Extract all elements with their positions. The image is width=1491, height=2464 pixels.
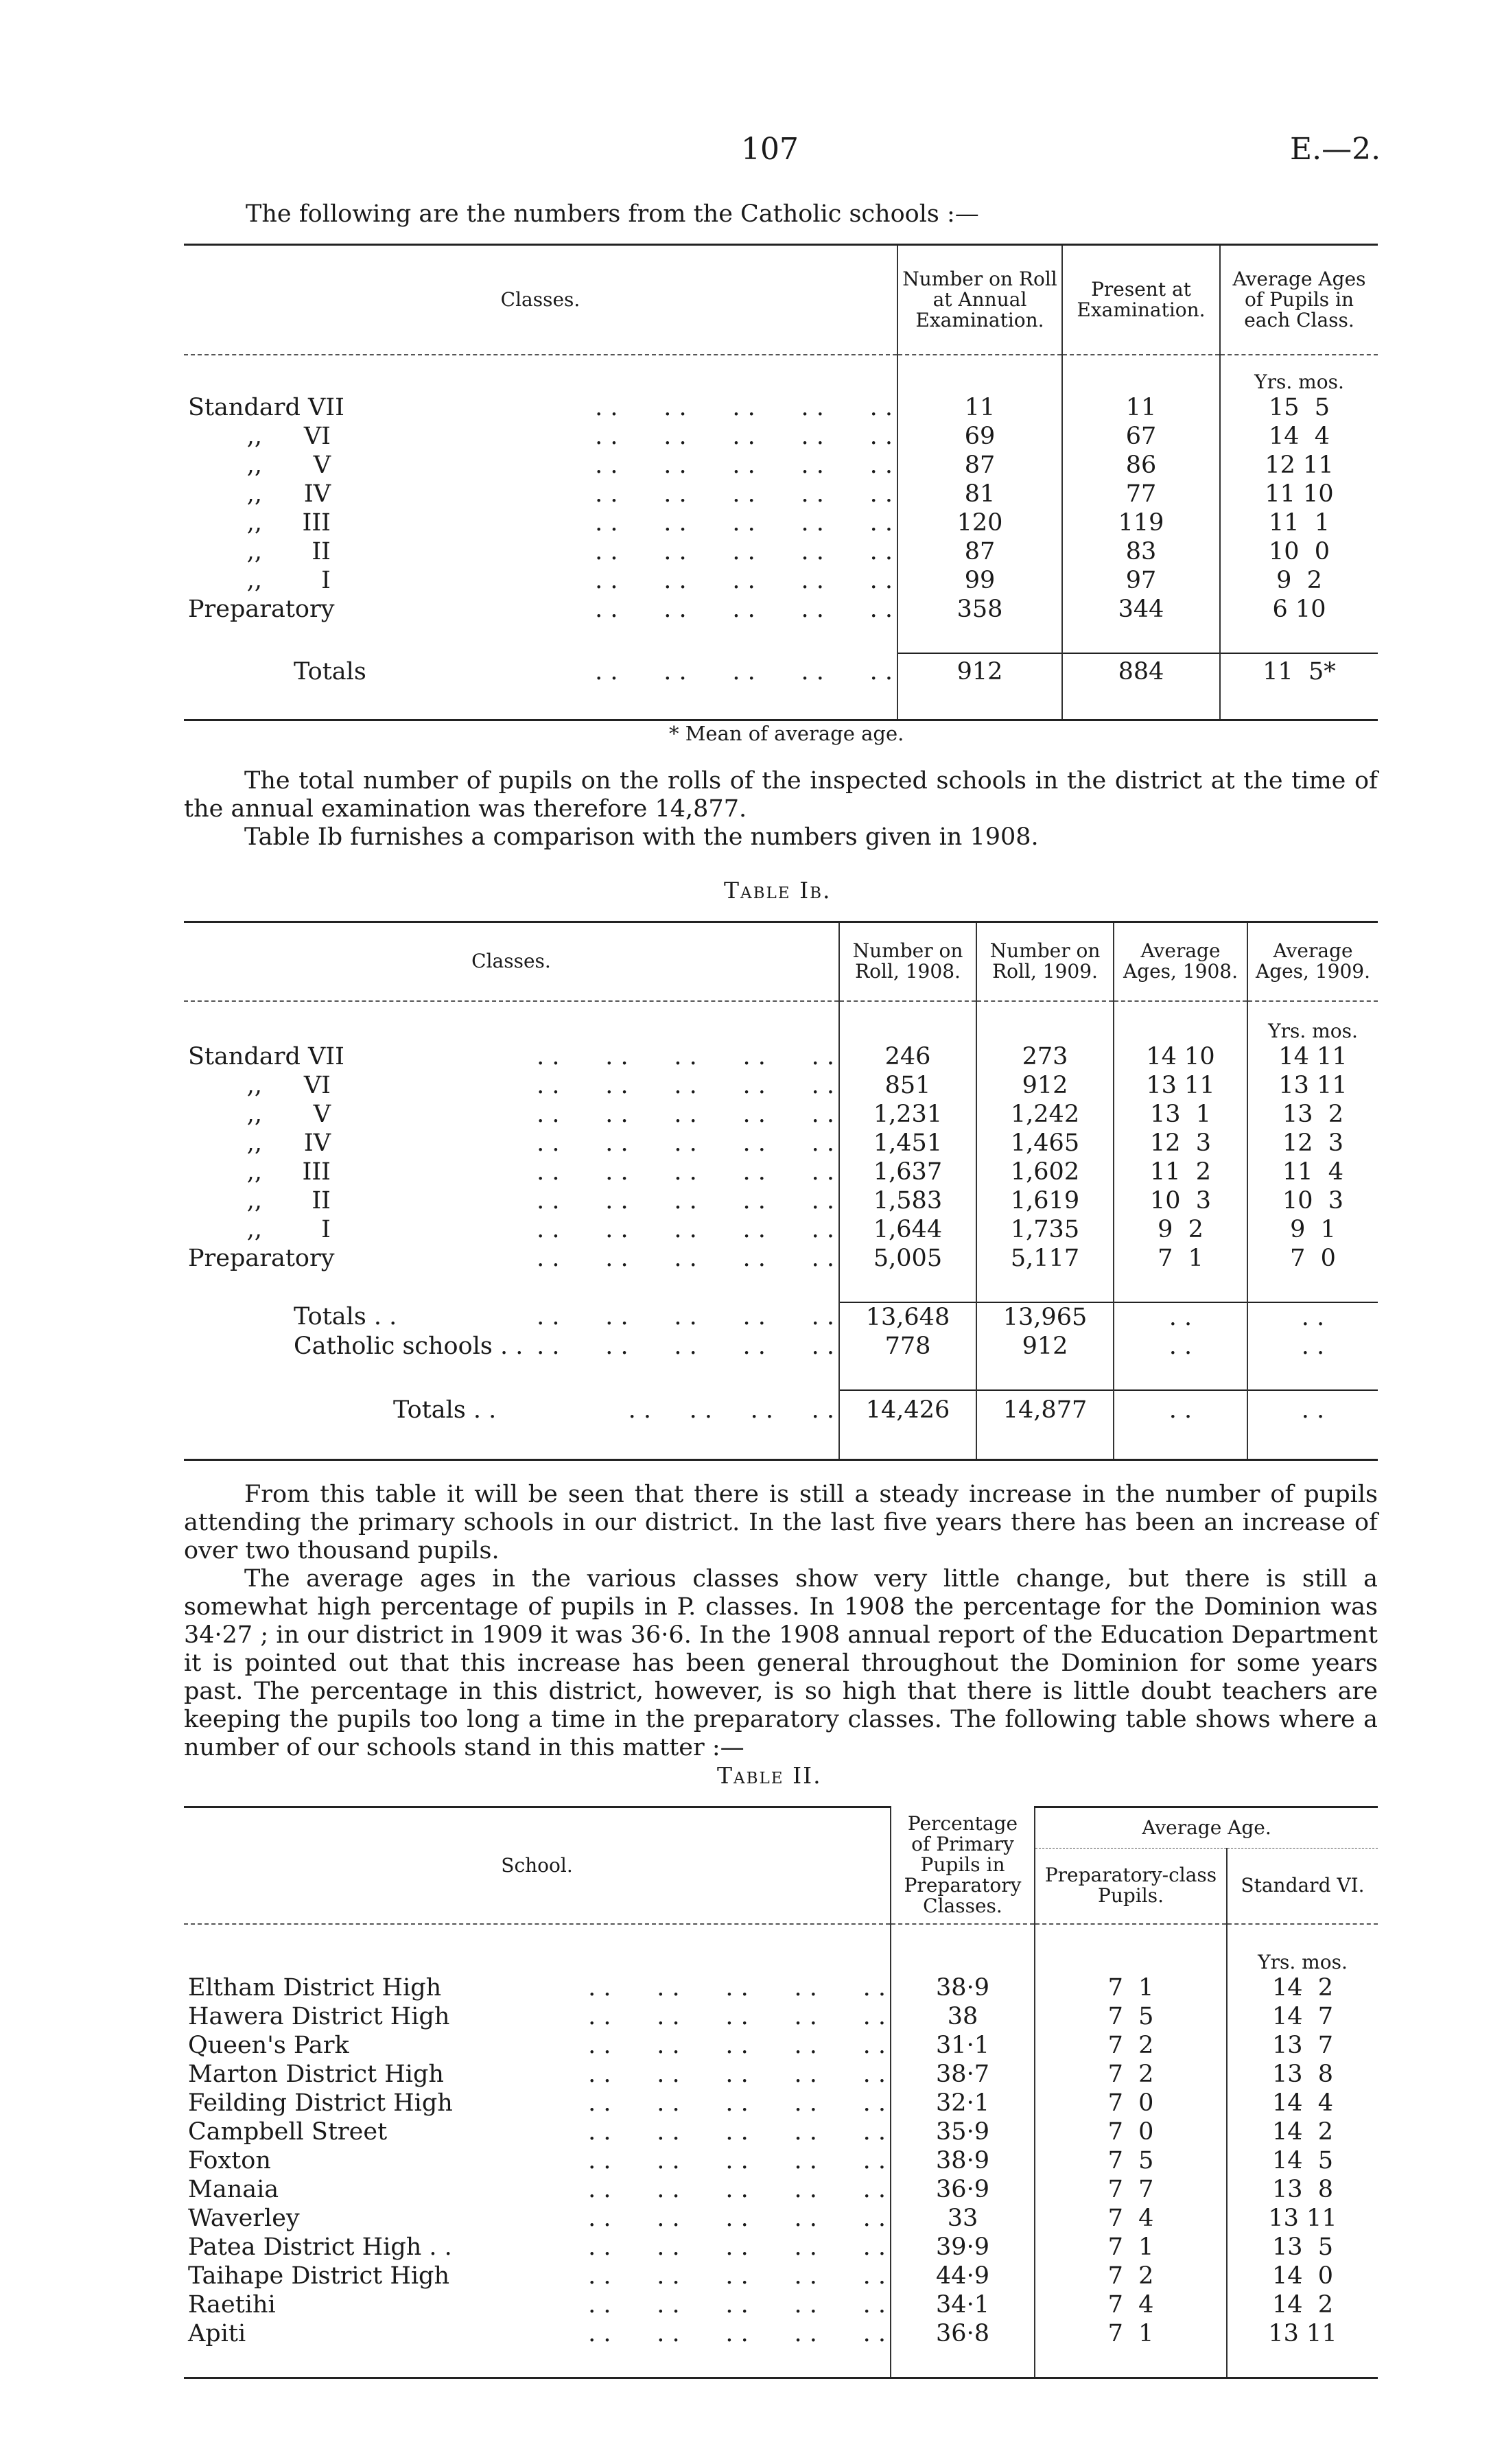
- school-name: Foxton: [188, 2146, 271, 2174]
- class-row: [184, 508, 1378, 537]
- value-cell-a09: 9 1: [1247, 1215, 1378, 1244]
- school-name: Waverley: [188, 2204, 300, 2232]
- ditto-mark: ,,: [246, 1158, 262, 1186]
- value-cell-r08: 1,583: [839, 1186, 976, 1215]
- percentage-cell: 34·1: [891, 2290, 1035, 2319]
- class-row: [184, 1158, 1378, 1186]
- value-cell-r08: 1,644: [839, 1215, 976, 1244]
- value-cell-a09: 10 3: [1247, 1186, 1378, 1215]
- school-name: Manaia: [188, 2175, 279, 2203]
- value-cell-a09: 13 11: [1247, 1071, 1378, 1100]
- roll-cell: 120: [897, 508, 1062, 537]
- grand-total-ages-1909: . .: [1247, 1390, 1378, 1430]
- value-cell-a08: 14 10: [1114, 1042, 1247, 1071]
- std6-age-cell: 14 7: [1227, 2002, 1378, 2031]
- school-cell: [184, 2031, 891, 2060]
- unit-label: Yrs. mos.: [1220, 355, 1378, 393]
- class-cell: [184, 480, 897, 508]
- school-name: Hawera District High: [188, 2002, 450, 2030]
- col-school: School.: [184, 1807, 891, 1924]
- value-cell-r09: 912: [976, 1071, 1114, 1100]
- leader-dots: . . . . . . . . . .: [537, 1071, 834, 1099]
- totals-age: 11 5*: [1220, 653, 1378, 690]
- age-cell: 14 4: [1220, 422, 1378, 451]
- value-cell-r09: 1,602: [976, 1158, 1114, 1186]
- roll-cell: 358: [897, 595, 1062, 624]
- leader-dots: . . . . . . . . . .: [588, 2262, 886, 2290]
- totals-cell-r09: 912: [976, 1332, 1114, 1361]
- leader-dots: . . . . . . . . . .: [595, 595, 893, 623]
- totals-cell-r08: 13,648: [839, 1302, 976, 1332]
- leader-dots: . . . . . . . . . .: [537, 1158, 834, 1186]
- leader-dots: . . . . . . . . . .: [537, 1129, 834, 1157]
- leader-dots: . . . . . . . . . .: [537, 1100, 834, 1128]
- prep-age-cell: 7 4: [1035, 2290, 1227, 2319]
- class-name: IV: [303, 480, 331, 508]
- school-name: Apiti: [188, 2319, 246, 2347]
- school-cell: [184, 2002, 891, 2031]
- prep-age-cell: 7 2: [1035, 2262, 1227, 2290]
- age-cell: 10 0: [1220, 537, 1378, 566]
- class-cell: [184, 1071, 839, 1100]
- leader-dots: . . . . . . . . . .: [588, 2089, 886, 2117]
- school-name: Marton District High: [188, 2060, 444, 2088]
- class-name: III: [302, 508, 331, 537]
- value-cell-a08: 13 1: [1114, 1100, 1247, 1129]
- unit-label: Yrs. mos.: [1227, 1924, 1378, 1973]
- class-row: [184, 1100, 1378, 1129]
- leader-dots: . . . . . . . . . .: [588, 2060, 886, 2088]
- class-name: Preparatory: [188, 595, 335, 623]
- class-name: Standard VII: [188, 393, 344, 421]
- school-cell: [184, 2117, 891, 2146]
- class-cell: [184, 1042, 839, 1071]
- class-row: [184, 1071, 1378, 1100]
- class-row: [184, 1244, 1378, 1273]
- class-row: [184, 451, 1378, 480]
- school-row: [184, 2146, 1378, 2175]
- intro-text: The following are the numbers from the Catholic schools :—: [246, 200, 979, 228]
- present-cell: 119: [1062, 508, 1220, 537]
- roll-cell: 11: [897, 393, 1062, 422]
- age-cell: 6 10: [1220, 595, 1378, 624]
- present-cell: 83: [1062, 537, 1220, 566]
- class-row: [184, 537, 1378, 566]
- leader-dots: . . . . . . . . . .: [588, 2175, 886, 2203]
- school-row: [184, 2233, 1378, 2262]
- school-name: Queen's Park: [188, 2031, 349, 2059]
- paragraph-table-ib-intro: Table Ib furnishes a comparison with the numbers given in 1908.: [244, 823, 1039, 851]
- table-ii: [184, 1806, 1378, 2379]
- std6-age-cell: 14 5: [1227, 2146, 1378, 2175]
- leader-dots: . . . . . . . .: [628, 1396, 834, 1424]
- school-row: [184, 1973, 1378, 2002]
- school-row: [184, 2262, 1378, 2290]
- value-cell-a08: 12 3: [1114, 1129, 1247, 1158]
- class-name: IV: [303, 1129, 331, 1157]
- class-cell: [184, 595, 897, 624]
- col-present: Present at Examination.: [1062, 245, 1220, 355]
- value-cell-r08: 5,005: [839, 1244, 976, 1273]
- leader-dots: . . . . . . . . . .: [595, 508, 893, 537]
- std6-age-cell: 13 11: [1227, 2204, 1378, 2233]
- school-cell: [184, 2290, 891, 2319]
- present-cell: 97: [1062, 566, 1220, 595]
- school-cell: [184, 2262, 891, 2290]
- value-cell-a09: 11 4: [1247, 1158, 1378, 1186]
- value-cell-r09: 1,242: [976, 1100, 1114, 1129]
- class-cell: [184, 1158, 839, 1186]
- value-cell-a08: 9 2: [1114, 1215, 1247, 1244]
- totals-present: 884: [1062, 653, 1220, 690]
- leader-dots: . . . . . . . . . .: [588, 2319, 886, 2347]
- class-row: [184, 1186, 1378, 1215]
- class-cell: [184, 393, 897, 422]
- prep-age-cell: 7 1: [1035, 1973, 1227, 2002]
- value-cell-a09: 13 2: [1247, 1100, 1378, 1129]
- leader-dots: . . . . . . . . . .: [588, 1973, 886, 2002]
- school-row: [184, 2175, 1378, 2204]
- leader-dots: . . . . . . . . . .: [595, 657, 893, 685]
- school-name: Campbell Street: [188, 2117, 388, 2146]
- percentage-cell: 35·9: [891, 2117, 1035, 2146]
- unit-label: Yrs. mos.: [1247, 1001, 1378, 1042]
- present-cell: 344: [1062, 595, 1220, 624]
- class-row: [184, 1215, 1378, 1244]
- std6-age-cell: 13 7: [1227, 2031, 1378, 2060]
- value-cell-a08: 11 2: [1114, 1158, 1247, 1186]
- ditto-mark: ,,: [246, 480, 262, 508]
- paragraph-average-ages: The average ages in the various classes show very little change, but there is still a somewhat high percentage of pupils in P. classes. In 1908 the percentage for the Dominion was 34·27 ; in our district in 1909 it was 36·6. In the 1908 annual report of the Education Department it is pointed out that this increase has been general throughout the Dominion for some years past. The percentage in this district, however, is so high that there is little doubt teachers are keeping the pupils too long a time in the preparatory classes. The following table shows where a number of our schools stand in this matter :—: [184, 1565, 1378, 1761]
- leader-dots: . . . . . . . . . .: [588, 2233, 886, 2261]
- std6-age-cell: 14 0: [1227, 2262, 1378, 2290]
- ditto-mark: ,,: [246, 1215, 262, 1243]
- value-cell-a08: 10 3: [1114, 1186, 1247, 1215]
- std6-age-cell: 13 11: [1227, 2319, 1378, 2348]
- leader-dots: . . . . . . . . . .: [588, 2290, 886, 2319]
- prep-age-cell: 7 2: [1035, 2031, 1227, 2060]
- ditto-mark: ,,: [246, 422, 262, 450]
- school-row: [184, 2089, 1378, 2117]
- value-cell-r09: 1,735: [976, 1215, 1114, 1244]
- catholic-schools-table: [184, 244, 1378, 721]
- ditto-mark: ,,: [246, 451, 262, 479]
- age-cell: 11 1: [1220, 508, 1378, 537]
- totals-roll: 912: [897, 653, 1062, 690]
- school-cell: [184, 2204, 891, 2233]
- class-cell: [184, 1215, 839, 1244]
- leader-dots: . . . . . . . . . .: [595, 451, 893, 479]
- table-ib-caption: Table Ib.: [724, 877, 832, 904]
- value-cell-r08: 851: [839, 1071, 976, 1100]
- std6-age-cell: 14 2: [1227, 1973, 1378, 2002]
- percentage-cell: 38·9: [891, 1973, 1035, 2002]
- leader-dots: . . . . . . . . . .: [595, 566, 893, 594]
- prep-age-cell: 7 5: [1035, 2002, 1227, 2031]
- prep-age-cell: 7 2: [1035, 2060, 1227, 2089]
- school-row: [184, 2290, 1378, 2319]
- prep-age-cell: 7 5: [1035, 2146, 1227, 2175]
- grand-total-roll-1908: 14,426: [839, 1390, 976, 1430]
- table-ii-caption: Table II.: [717, 1762, 822, 1789]
- school-cell: [184, 2233, 891, 2262]
- school-name: Eltham District High: [188, 1973, 442, 2002]
- school-row: [184, 2319, 1378, 2348]
- col-standard-vi: Standard VI.: [1227, 1849, 1378, 1924]
- class-name: V: [313, 1100, 331, 1128]
- percentage-cell: 31·1: [891, 2031, 1035, 2060]
- class-name: I: [321, 1215, 331, 1243]
- totals-row: [184, 653, 1378, 690]
- school-row: [184, 2060, 1378, 2089]
- totals-label-cell: [184, 1302, 839, 1332]
- percentage-cell: 38·7: [891, 2060, 1035, 2089]
- school-row: [184, 2002, 1378, 2031]
- col-percentage: Percentage of Primary Pupils in Preparatory Classes.: [891, 1807, 1035, 1924]
- grand-total-roll-1909: 14,877: [976, 1390, 1114, 1430]
- std6-age-cell: 14 4: [1227, 2089, 1378, 2117]
- age-cell: 11 10: [1220, 480, 1378, 508]
- present-cell: 77: [1062, 480, 1220, 508]
- leader-dots: . . . . . . . . . .: [595, 422, 893, 450]
- roll-cell: 87: [897, 451, 1062, 480]
- leader-dots: . . . . . . . . . .: [537, 1244, 834, 1272]
- leader-dots: . . . . . . . . . .: [588, 2204, 886, 2232]
- percentage-cell: 39·9: [891, 2233, 1035, 2262]
- col-preparatory-pupils: Preparatory-class Pupils.: [1035, 1849, 1227, 1924]
- col-average-age: Average Ages of Pupils in each Class.: [1220, 245, 1378, 355]
- prep-age-cell: 7 1: [1035, 2233, 1227, 2262]
- present-cell: 11: [1062, 393, 1220, 422]
- class-name: II: [312, 1186, 331, 1215]
- ditto-mark: ,,: [246, 566, 262, 594]
- class-name: VI: [303, 422, 331, 450]
- class-cell: [184, 422, 897, 451]
- percentage-cell: 36·9: [891, 2175, 1035, 2204]
- col-ages-1909: Average Ages, 1909.: [1247, 922, 1378, 1001]
- value-cell-r09: 273: [976, 1042, 1114, 1071]
- school-cell: [184, 2060, 891, 2089]
- class-row: [184, 566, 1378, 595]
- totals-cell-a09: . .: [1247, 1332, 1378, 1361]
- totals-label: Catholic schools . .: [294, 1332, 524, 1360]
- std6-age-cell: 13 8: [1227, 2175, 1378, 2204]
- class-cell: [184, 566, 897, 595]
- roll-cell: 99: [897, 566, 1062, 595]
- prep-age-cell: 7 1: [1035, 2319, 1227, 2348]
- present-cell: 86: [1062, 451, 1220, 480]
- std6-age-cell: 14 2: [1227, 2117, 1378, 2146]
- class-cell: [184, 1100, 839, 1129]
- totals-cell-a09: . .: [1247, 1302, 1378, 1332]
- col-roll: Number on Roll at Annual Examination.: [897, 245, 1062, 355]
- percentage-cell: 36·8: [891, 2319, 1035, 2348]
- leader-dots: . . . . . . . . . .: [537, 1186, 834, 1215]
- class-name: Standard VII: [188, 1042, 344, 1070]
- value-cell-r09: 1,465: [976, 1129, 1114, 1158]
- school-cell: [184, 2319, 891, 2348]
- leader-dots: . . . . . . . . . .: [595, 537, 893, 565]
- footnote: * Mean of average age.: [669, 722, 904, 745]
- totals-cell-a08: . .: [1114, 1332, 1247, 1361]
- school-row: [184, 2117, 1378, 2146]
- age-cell: 12 11: [1220, 451, 1378, 480]
- totals-row: [184, 1302, 1378, 1332]
- totals-label: Totals: [294, 657, 366, 685]
- ditto-mark: ,,: [246, 1100, 262, 1128]
- class-cell: [184, 1186, 839, 1215]
- prep-age-cell: 7 0: [1035, 2089, 1227, 2117]
- value-cell-a09: 7 0: [1247, 1244, 1378, 1273]
- ditto-mark: ,,: [246, 1071, 262, 1099]
- col-classes: Classes.: [184, 922, 839, 1001]
- percentage-cell: 44·9: [891, 2262, 1035, 2290]
- totals-row: [184, 1332, 1378, 1361]
- school-name: Patea District High . .: [188, 2233, 452, 2261]
- ditto-mark: ,,: [246, 1186, 262, 1215]
- school-name: Taihape District High: [188, 2262, 450, 2290]
- percentage-cell: 38·9: [891, 2146, 1035, 2175]
- grand-total-row: [184, 1390, 1378, 1430]
- school-cell: [184, 2146, 891, 2175]
- class-name: Preparatory: [188, 1244, 335, 1272]
- class-row: [184, 1129, 1378, 1158]
- grand-total-ages-1908: . .: [1114, 1390, 1247, 1430]
- school-name: Feilding District High: [188, 2089, 453, 2117]
- totals-cell-a08: . .: [1114, 1302, 1247, 1332]
- class-name: II: [312, 537, 331, 565]
- class-row: [184, 393, 1378, 422]
- value-cell-r09: 1,619: [976, 1186, 1114, 1215]
- class-row: [184, 595, 1378, 624]
- std6-age-cell: 13 5: [1227, 2233, 1378, 2262]
- leader-dots: . . . . . . . . . .: [588, 2146, 886, 2174]
- value-cell-a08: 7 1: [1114, 1244, 1247, 1273]
- totals-label-cell: [184, 1332, 839, 1361]
- grand-total-label: Totals . .: [393, 1396, 497, 1424]
- class-name: VI: [303, 1071, 331, 1099]
- leader-dots: . . . . . . . . . .: [537, 1042, 834, 1070]
- leader-dots: . . . . . . . . . .: [595, 480, 893, 508]
- col-roll-1909: Number on Roll, 1909.: [976, 922, 1114, 1001]
- class-cell: [184, 1244, 839, 1273]
- table-ib: [184, 921, 1378, 1461]
- class-name: V: [313, 451, 331, 479]
- class-cell: [184, 1129, 839, 1158]
- school-cell: [184, 1973, 891, 2002]
- age-cell: 9 2: [1220, 566, 1378, 595]
- paragraph-total-pupils: The total number of pupils on the rolls of the inspected schools in the district at the time of the annual examination was therefore 14,877. Table Ib furnishes a comparison with the numbers given in 1908.: [184, 767, 1378, 851]
- col-average-age: Average Age.: [1035, 1807, 1378, 1849]
- col-ages-1908: Average Ages, 1908.: [1114, 922, 1247, 1001]
- age-cell: 15 5: [1220, 393, 1378, 422]
- totals-cell-r09: 13,965: [976, 1302, 1114, 1332]
- roll-cell: 81: [897, 480, 1062, 508]
- prep-age-cell: 7 7: [1035, 2175, 1227, 2204]
- leader-dots: . . . . . . . . . .: [537, 1303, 834, 1330]
- page-number: 107: [741, 132, 799, 167]
- leader-dots: . . . . . . . . . .: [588, 2031, 886, 2059]
- school-cell: [184, 2089, 891, 2117]
- percentage-cell: 33: [891, 2204, 1035, 2233]
- value-cell-r08: 246: [839, 1042, 976, 1071]
- class-cell: [184, 508, 897, 537]
- class-name: I: [321, 566, 331, 594]
- value-cell-a09: 12 3: [1247, 1129, 1378, 1158]
- totals-cell-r08: 778: [839, 1332, 976, 1361]
- class-row: [184, 480, 1378, 508]
- ditto-mark: ,,: [246, 508, 262, 537]
- school-cell: [184, 2175, 891, 2204]
- std6-age-cell: 14 2: [1227, 2290, 1378, 2319]
- percentage-cell: 38: [891, 2002, 1035, 2031]
- leader-dots: . . . . . . . . . .: [588, 2002, 886, 2030]
- school-row: [184, 2031, 1378, 2060]
- ditto-mark: ,,: [246, 1129, 262, 1157]
- class-cell: [184, 451, 897, 480]
- value-cell-r08: 1,231: [839, 1100, 976, 1129]
- prep-age-cell: 7 4: [1035, 2204, 1227, 2233]
- totals-label: Totals . .: [294, 1303, 397, 1330]
- present-cell: 67: [1062, 422, 1220, 451]
- document-reference: E.—2.: [1290, 132, 1381, 167]
- paragraph-increase: From this table it will be seen that there is still a steady increase in the number of pupils attending the primary schools in our district. In the last five years there has been an increase of over two thousand pupils. The average ages in the various classes show very little change, but there is still a somewhat high percentage of pupils in P. classes. In 1908 the percentage for the Dominion was 34·27 ; in our district in 1909 it was 36·6. In the 1908 annual report of the Education Department it is pointed out that this increase has been general throughout the Dominion for some years past. The percentage in this district, however, is so high that there is little doubt teachers are keeping the pupils too long a time in the preparatory classes. The following table shows where a number of our schools stand in this matter :—: [184, 1481, 1378, 1761]
- leader-dots: . . . . . . . . . .: [537, 1215, 834, 1243]
- col-classes: Classes.: [184, 245, 897, 355]
- roll-cell: 69: [897, 422, 1062, 451]
- class-name: III: [302, 1158, 331, 1186]
- school-row: [184, 2204, 1378, 2233]
- percentage-cell: 32·1: [891, 2089, 1035, 2117]
- class-row: [184, 1042, 1378, 1071]
- class-row: [184, 422, 1378, 451]
- leader-dots: . . . . . . . . . .: [595, 393, 893, 421]
- value-cell-r08: 1,451: [839, 1129, 976, 1158]
- value-cell-a09: 14 11: [1247, 1042, 1378, 1071]
- value-cell-r08: 1,637: [839, 1158, 976, 1186]
- leader-dots: . . . . . . . . . .: [537, 1332, 834, 1360]
- value-cell-r09: 5,117: [976, 1244, 1114, 1273]
- ditto-mark: ,,: [246, 537, 262, 565]
- std6-age-cell: 13 8: [1227, 2060, 1378, 2089]
- col-roll-1908: Number on Roll, 1908.: [839, 922, 976, 1001]
- leader-dots: . . . . . . . . . .: [588, 2117, 886, 2146]
- class-cell: [184, 537, 897, 566]
- value-cell-a08: 13 11: [1114, 1071, 1247, 1100]
- prep-age-cell: 7 0: [1035, 2117, 1227, 2146]
- roll-cell: 87: [897, 537, 1062, 566]
- school-name: Raetihi: [188, 2290, 276, 2319]
